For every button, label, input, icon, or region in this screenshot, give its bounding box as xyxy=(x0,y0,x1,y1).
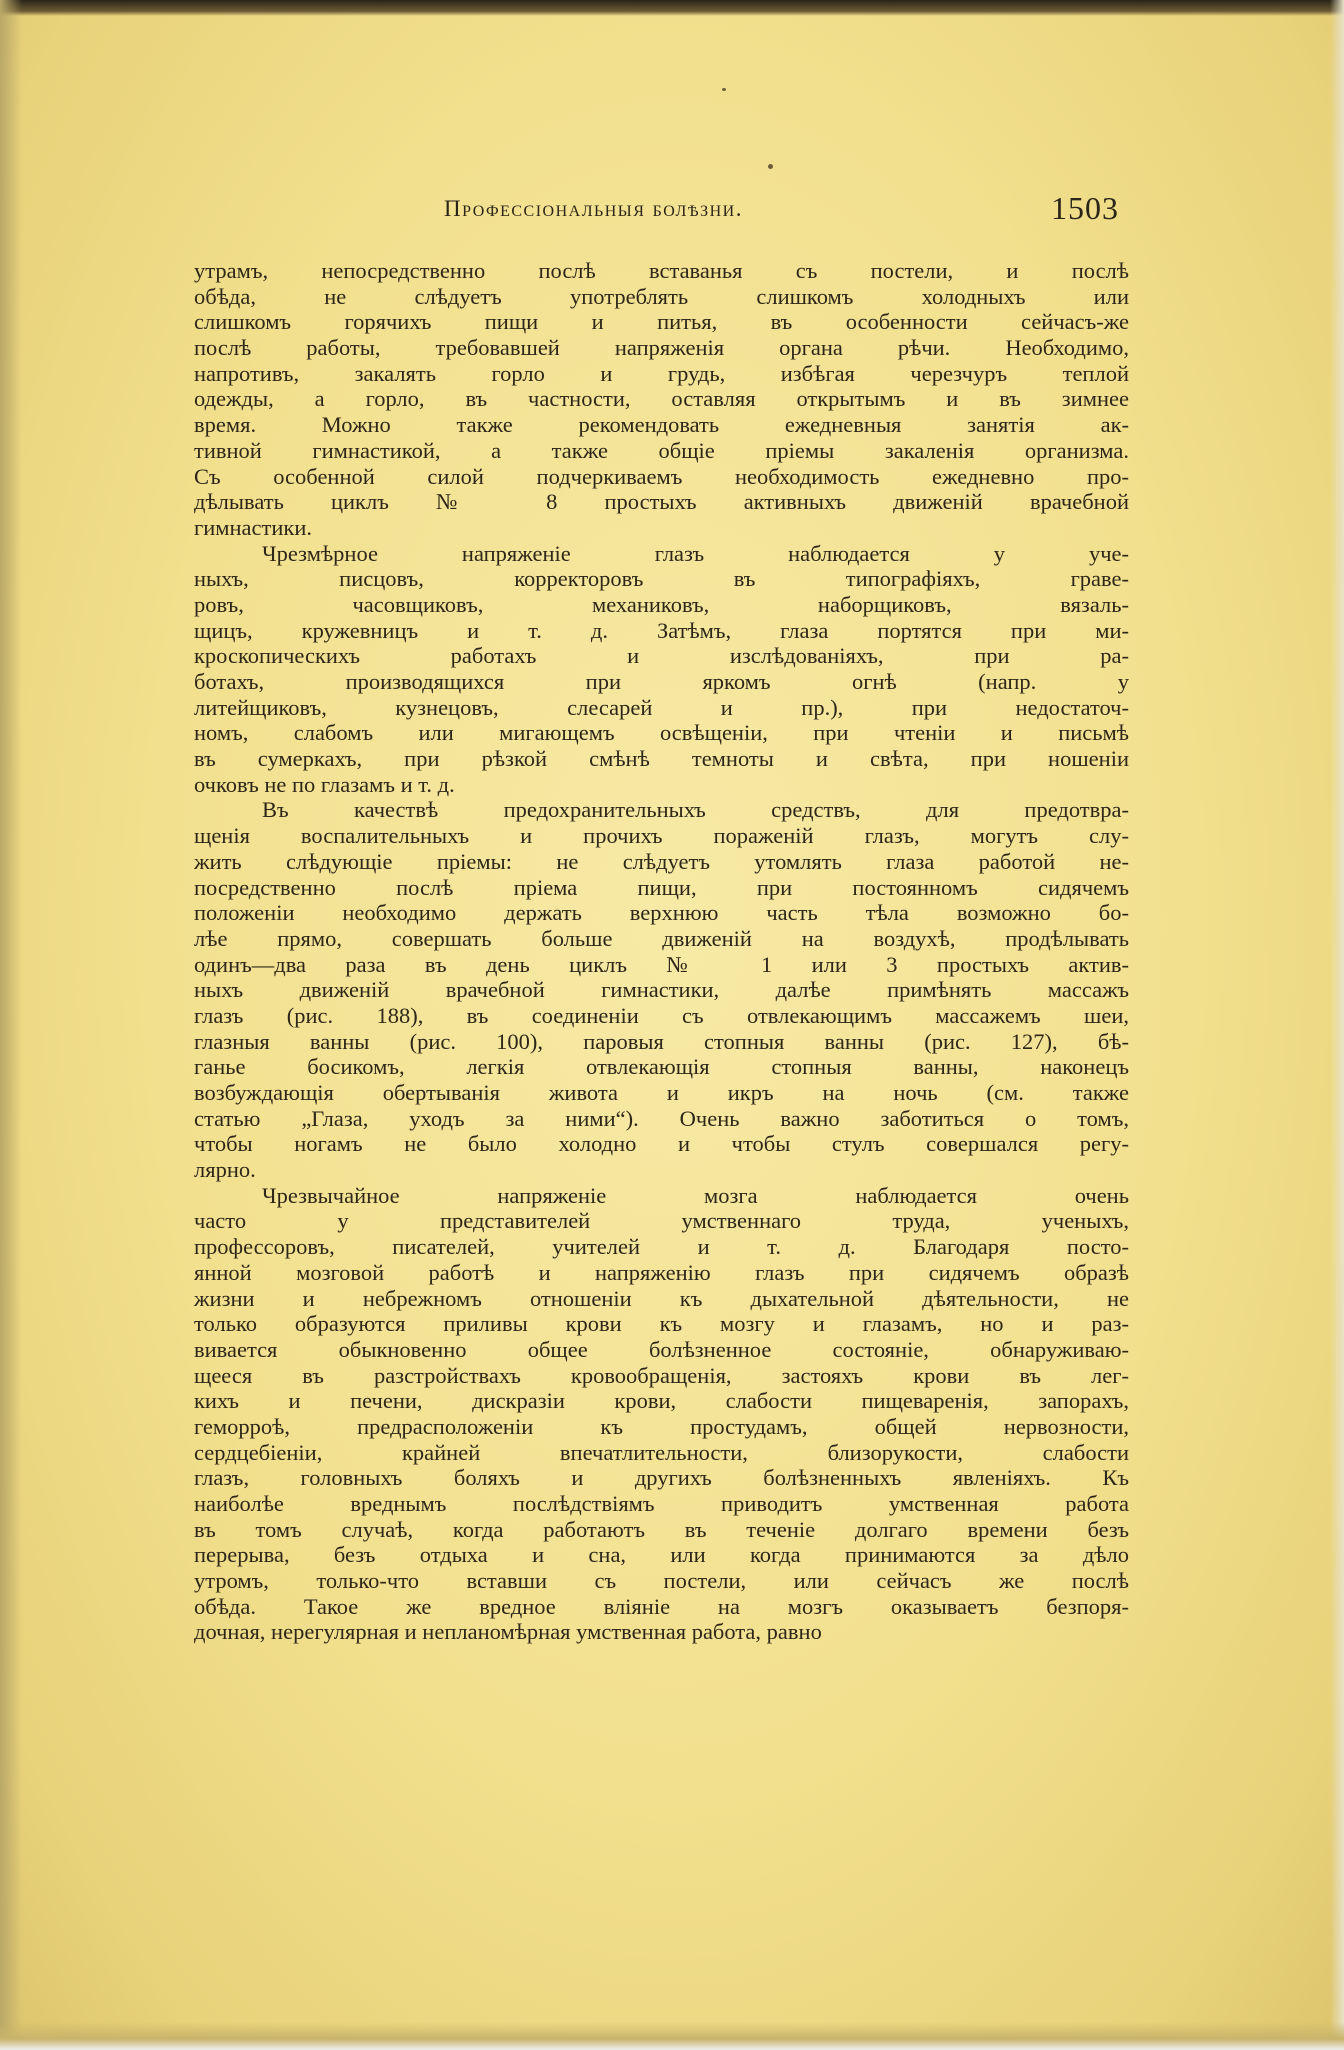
text-line: ботахъ, производящихся при яркомъ огнѣ (напр. у xyxy=(194,669,1129,694)
text-line: положеніи необходимо держать верхнюю часть тѣла возможно бо- xyxy=(194,900,1129,926)
text-line: ныхъ движеній врачебной гимнастики, далѣе примѣнять массажъ xyxy=(194,977,1129,1003)
body-text xyxy=(194,258,1129,1645)
text-line: кихъ и печени, дискразіи крови, слабости пищеваренія, запорахъ, xyxy=(194,1388,1129,1414)
text-line: напротивъ, закалять горло и грудь, избѣгая черезчуръ теплой xyxy=(194,360,1129,386)
text-line: дочная, нерегулярная и непланомѣрная умственная работа, равно xyxy=(194,1619,822,1645)
page-left-edge xyxy=(0,0,22,2050)
text-line: одинъ—два раза въ день циклъ № 1 или 3 простыхъ актив- xyxy=(194,951,1129,977)
text-line: щенія воспалительныхъ и прочихъ пораженій глазъ, могутъ слу- xyxy=(194,823,1129,849)
paragraph xyxy=(194,797,1129,1182)
text-line: сердцебіеніи, крайней впечатлительности, близорукости, слабости xyxy=(194,1439,1129,1465)
text-line: статью „Глаза, уходъ за ними“). Очень важно заботиться о томъ, xyxy=(194,1105,1129,1131)
text-line: щееся въ разстройствахъ кровообращенія, застояхъ крови въ лег- xyxy=(194,1362,1129,1388)
text-line: глазъ (рис. 188), въ соединеніи съ отвлекающимъ массажемъ шеи, xyxy=(194,1002,1129,1028)
text-line: кроскопическихъ работахъ и изслѣдованіяхъ, при ра- xyxy=(194,643,1129,669)
text-line: профессоровъ, писателей, учителей и т. д. Благодаря посто- xyxy=(194,1234,1129,1260)
text-line: посредственно послѣ пріема пищи, при постоянномъ сидячемъ xyxy=(194,874,1129,900)
text-line: одежды, а горло, въ частности, оставляя открытымъ и въ зимнее xyxy=(194,386,1129,412)
page-number: 1503 xyxy=(1051,190,1119,226)
text-line: обѣда. Такое же вредное вліяніе на мозгъ оказываетъ безпоря- xyxy=(194,1593,1129,1619)
text-line: наиболѣе вреднымъ послѣдствіямъ приводитъ умственная работа xyxy=(194,1491,1129,1516)
text-line: Въ качествѣ предохранительныхъ средствъ, для предотвра- xyxy=(262,797,1129,823)
paragraph xyxy=(194,1183,1129,1645)
text-line: часто у представителей умственнаго труда, ученыхъ, xyxy=(194,1208,1129,1234)
text-line: дѣлывать циклъ № 8 простыхъ активныхъ движеній врачебной xyxy=(194,489,1129,515)
page-right-edge xyxy=(1330,0,1344,2050)
text-line: чтобы ногамъ не было холодно и чтобы стулъ совершался регу- xyxy=(194,1131,1129,1157)
page-bottom-edge xyxy=(0,2022,1344,2050)
text-line: возбуждающія обертыванія живота и икръ на ночь (см. также xyxy=(194,1080,1129,1105)
text-line: слишкомъ горячихъ пищи и питья, въ особенности сейчасъ-же xyxy=(194,309,1129,335)
paper-speck xyxy=(768,164,773,169)
text-line: щицъ, кружевницъ и т. д. Затѣмъ, глаза портятся при ми- xyxy=(194,617,1129,643)
running-title: Профессіональныя болѣзни. xyxy=(444,196,743,221)
text-line: номъ, слабомъ или мигающемъ освѣщеніи, при чтеніи и письмѣ xyxy=(194,720,1129,746)
text-line: обѣда, не слѣдуетъ употреблять слишкомъ холодныхъ или xyxy=(194,283,1129,309)
text-line: очковъ не по глазамъ и т. д. xyxy=(194,771,455,797)
text-line: тивной гимнастикой, а также общіе пріемы закаленія организма. xyxy=(194,437,1129,463)
page-top-shadow xyxy=(0,0,1344,16)
text-line: Чрезмѣрное напряженіе глазъ наблюдается у уче- xyxy=(262,540,1129,566)
text-line: Съ особенной силой подчеркиваемъ необходимость ежедневно про- xyxy=(194,463,1129,489)
text-line: вивается обыкновенно общее болѣзненное состояніе, обнаруживаю- xyxy=(194,1336,1129,1362)
text-line: жить слѣдующіе пріемы: не слѣдуетъ утомлять глаза работой не- xyxy=(194,848,1129,874)
text-line: перерыва, безъ отдыха и сна, или когда принимаются за дѣло xyxy=(194,1542,1129,1568)
text-line: ганье босикомъ, легкія отвлекающія стопныя ванны, наконецъ xyxy=(194,1054,1129,1080)
text-line: лѣе прямо, совершать больше движеній на воздухѣ, продѣлывать xyxy=(194,925,1129,951)
text-line: литейщиковъ, кузнецовъ, слесарей и пр.), при недостаточ- xyxy=(194,694,1129,720)
text-line: въ томъ случаѣ, когда работаютъ въ теченіе долгаго времени безъ xyxy=(194,1516,1129,1542)
text-line: утромъ, только-что вставши съ постели, или сейчасъ же послѣ xyxy=(194,1568,1129,1594)
text-line: жизни и небрежномъ отношеніи къ дыхательной дѣятельности, не xyxy=(194,1285,1129,1311)
text-line: ныхъ, писцовъ, корректоровъ въ типографіяхъ, граве- xyxy=(194,566,1129,592)
text-line: ровъ, часовщиковъ, механиковъ, наборщиковъ, вязаль- xyxy=(194,591,1129,617)
text-line: глазъ, головныхъ боляхъ и другихъ болѣзненныхъ явленіяхъ. Къ xyxy=(194,1465,1129,1491)
paragraph xyxy=(194,258,1129,541)
text-line: гимнастики. xyxy=(194,514,312,540)
text-line: лярно. xyxy=(194,1157,256,1183)
text-line: время. Можно также рекомендовать ежедневныя занятія ак- xyxy=(194,412,1129,438)
text-line: янной мозговой работѣ и напряженію глазъ при сидячемъ образѣ xyxy=(194,1259,1129,1285)
paper-speck xyxy=(722,88,726,91)
text-line: послѣ работы, требовавшей напряженія органа рѣчи. Необходимо, xyxy=(194,335,1129,361)
text-line: въ сумеркахъ, при рѣзкой смѣнѣ темноты и свѣта, при ношеніи xyxy=(194,746,1129,772)
text-line: Чрезвычайное напряженіе мозга наблюдается очень xyxy=(262,1182,1129,1208)
text-line: геморроѣ, предрасположеніи къ простудамъ, общей нервозности, xyxy=(194,1413,1129,1439)
paragraph xyxy=(194,541,1129,798)
text-line: утрамъ, непосредственно послѣ вставанья съ постели, и послѣ xyxy=(194,258,1129,283)
running-header xyxy=(194,190,1129,230)
text-line: глазныя ванны (рис. 100), паровыя стопныя ванны (рис. 127), бѣ- xyxy=(194,1028,1129,1054)
text-line: только образуются приливы крови къ мозгу и глазамъ, но и раз- xyxy=(194,1311,1129,1337)
